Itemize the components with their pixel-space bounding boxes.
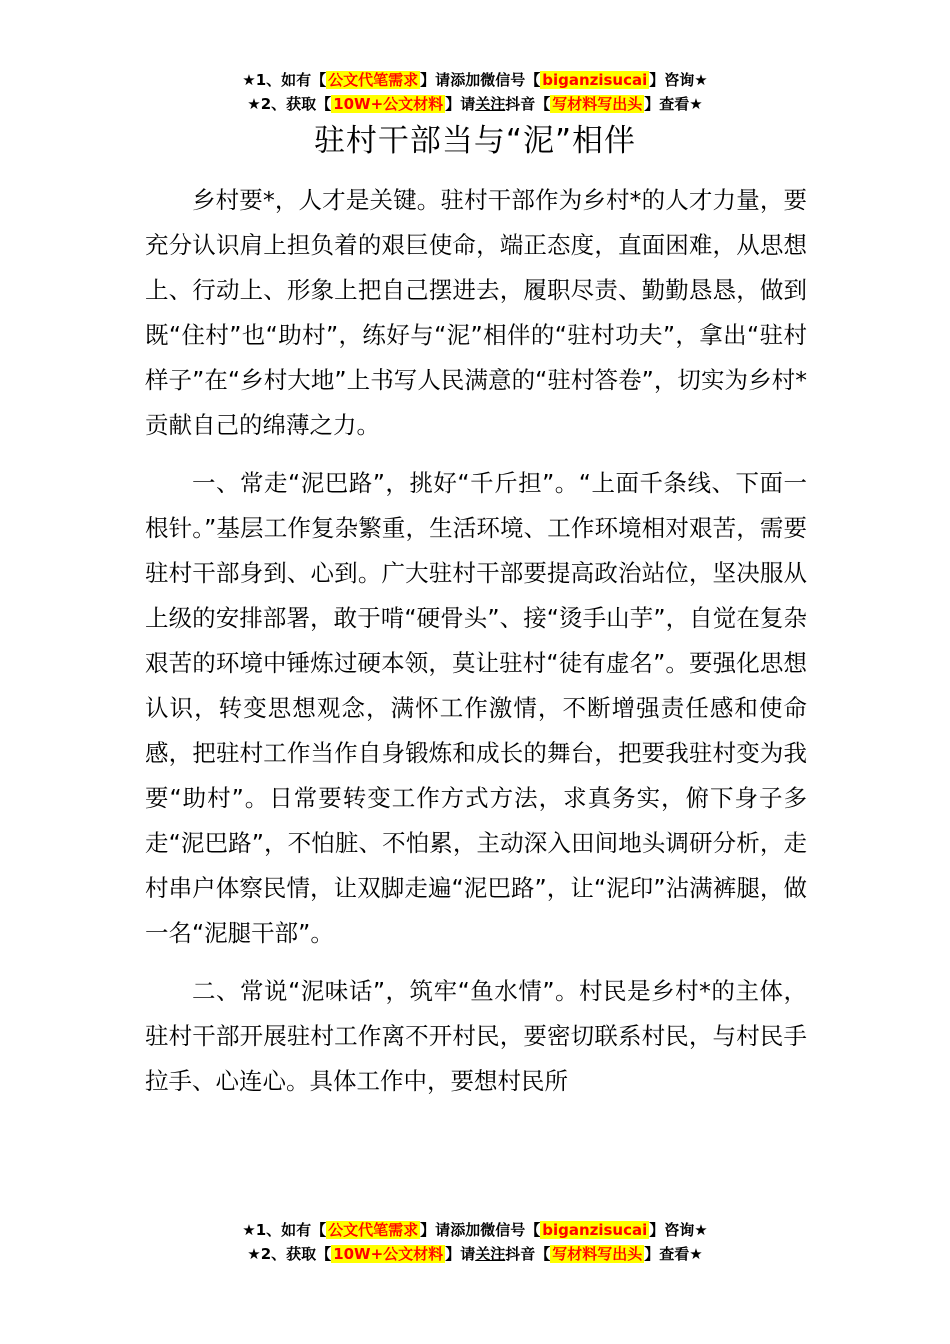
banner-highlight: biganzisucai <box>542 1221 648 1239</box>
banner-line-1 <box>0 68 950 92</box>
banner-text: ★2、获取【 <box>247 1245 332 1263</box>
banner-text: 抖音【 <box>505 95 551 113</box>
banner-emphasis: 关注 <box>475 1245 506 1263</box>
banner-highlight: 写材料写出头 <box>552 95 643 113</box>
banner-text: 】查看★ <box>644 1245 703 1263</box>
banner-text: ★1、如有【 <box>242 1221 327 1239</box>
banner-text: 】咨询★ <box>649 1221 708 1239</box>
banner-text: 】咨询★ <box>649 71 708 89</box>
banner-text: 微信号【 <box>480 71 541 89</box>
banner-emphasis: 添加 <box>450 1221 481 1239</box>
document-title: 驻村干部当与“泥”相伴 <box>313 123 637 159</box>
footer-banner <box>0 1218 950 1266</box>
banner-text: 】请 <box>420 71 451 89</box>
banner-text: 】查看★ <box>644 95 703 113</box>
header-banner <box>0 68 950 116</box>
banner-highlight: 公文代笔需求 <box>328 1221 419 1239</box>
banner-text: 抖音【 <box>505 1245 551 1263</box>
banner-text: 】请 <box>445 95 476 113</box>
banner-text: 】请 <box>445 1245 476 1263</box>
banner-line-1 <box>0 1218 950 1242</box>
banner-highlight: 公文代笔需求 <box>328 71 419 89</box>
banner-highlight: biganzisucai <box>542 71 648 89</box>
banner-text: 微信号【 <box>480 1221 541 1239</box>
banner-highlight: 10W+公文材料 <box>333 95 444 113</box>
banner-text: ★1、如有【 <box>242 71 327 89</box>
banner-emphasis: 关注 <box>475 95 506 113</box>
document-body <box>145 178 807 1117</box>
banner-emphasis: 添加 <box>450 71 481 89</box>
paragraph: 二、常说“泥味话”，筑牢“鱼水情”。村民是乡村*的主体，驻村干部开展驻村工作离不开村民，要密切联系村民，与村民手拉手、心连心。具体工作中，要想村民所 <box>145 977 807 1095</box>
paragraph: 一、常走“泥巴路”，挑好“千斤担”。“上面千条线、下面一根针。”基层工作复杂繁重，生活环境、工作环境相对艰苦，需要驻村干部身到、心到。广大驻村干部要提高政治站位，坚决服从上级的安排部署，敢于啃“硬骨头”、接“烫手山芋”，自觉在复杂艰苦的环境中锤炼过硬本领，莫让驻村“徒有虚名”。要强化思想认识，转变思想观念，满怀工作激情，不断增强责任感和使命感，把驻村工作当作自身锻炼和成长的舞台，把要我驻村变为我要“助村”。日常要转变工作方式方法，求真务实，俯下身子多走“泥巴路”，不怕脏、不怕累，主动深入田间地头调研分析，走村串户体察民情，让双脚走遍“泥巴路”，让“泥印”沾满裤腿，做一名“泥腿干部”。 <box>145 469 807 947</box>
banner-line-2 <box>0 1242 950 1266</box>
paragraph: 乡村要*，人才是关键。驻村干部作为乡村*的人才力量，要充分认识肩上担负着的艰巨使命，端正态度，直面困难，从思想上、行动上、形象上把自己摆进去，履职尽责、勤勤恳恳，做到既“住村”也“助村”，练好与“泥”相伴的“驻村功夫”，拿出“驻村样子”在“乡村大地”上书写人民满意的“驻村答卷”，切实为乡村*贡献自己的绵薄之力。 <box>145 186 807 439</box>
banner-text: ★2、获取【 <box>247 95 332 113</box>
banner-highlight: 10W+公文材料 <box>333 1245 444 1263</box>
banner-highlight: 写材料写出头 <box>552 1245 643 1263</box>
banner-line-2 <box>0 92 950 116</box>
banner-text: 】请 <box>420 1221 451 1239</box>
